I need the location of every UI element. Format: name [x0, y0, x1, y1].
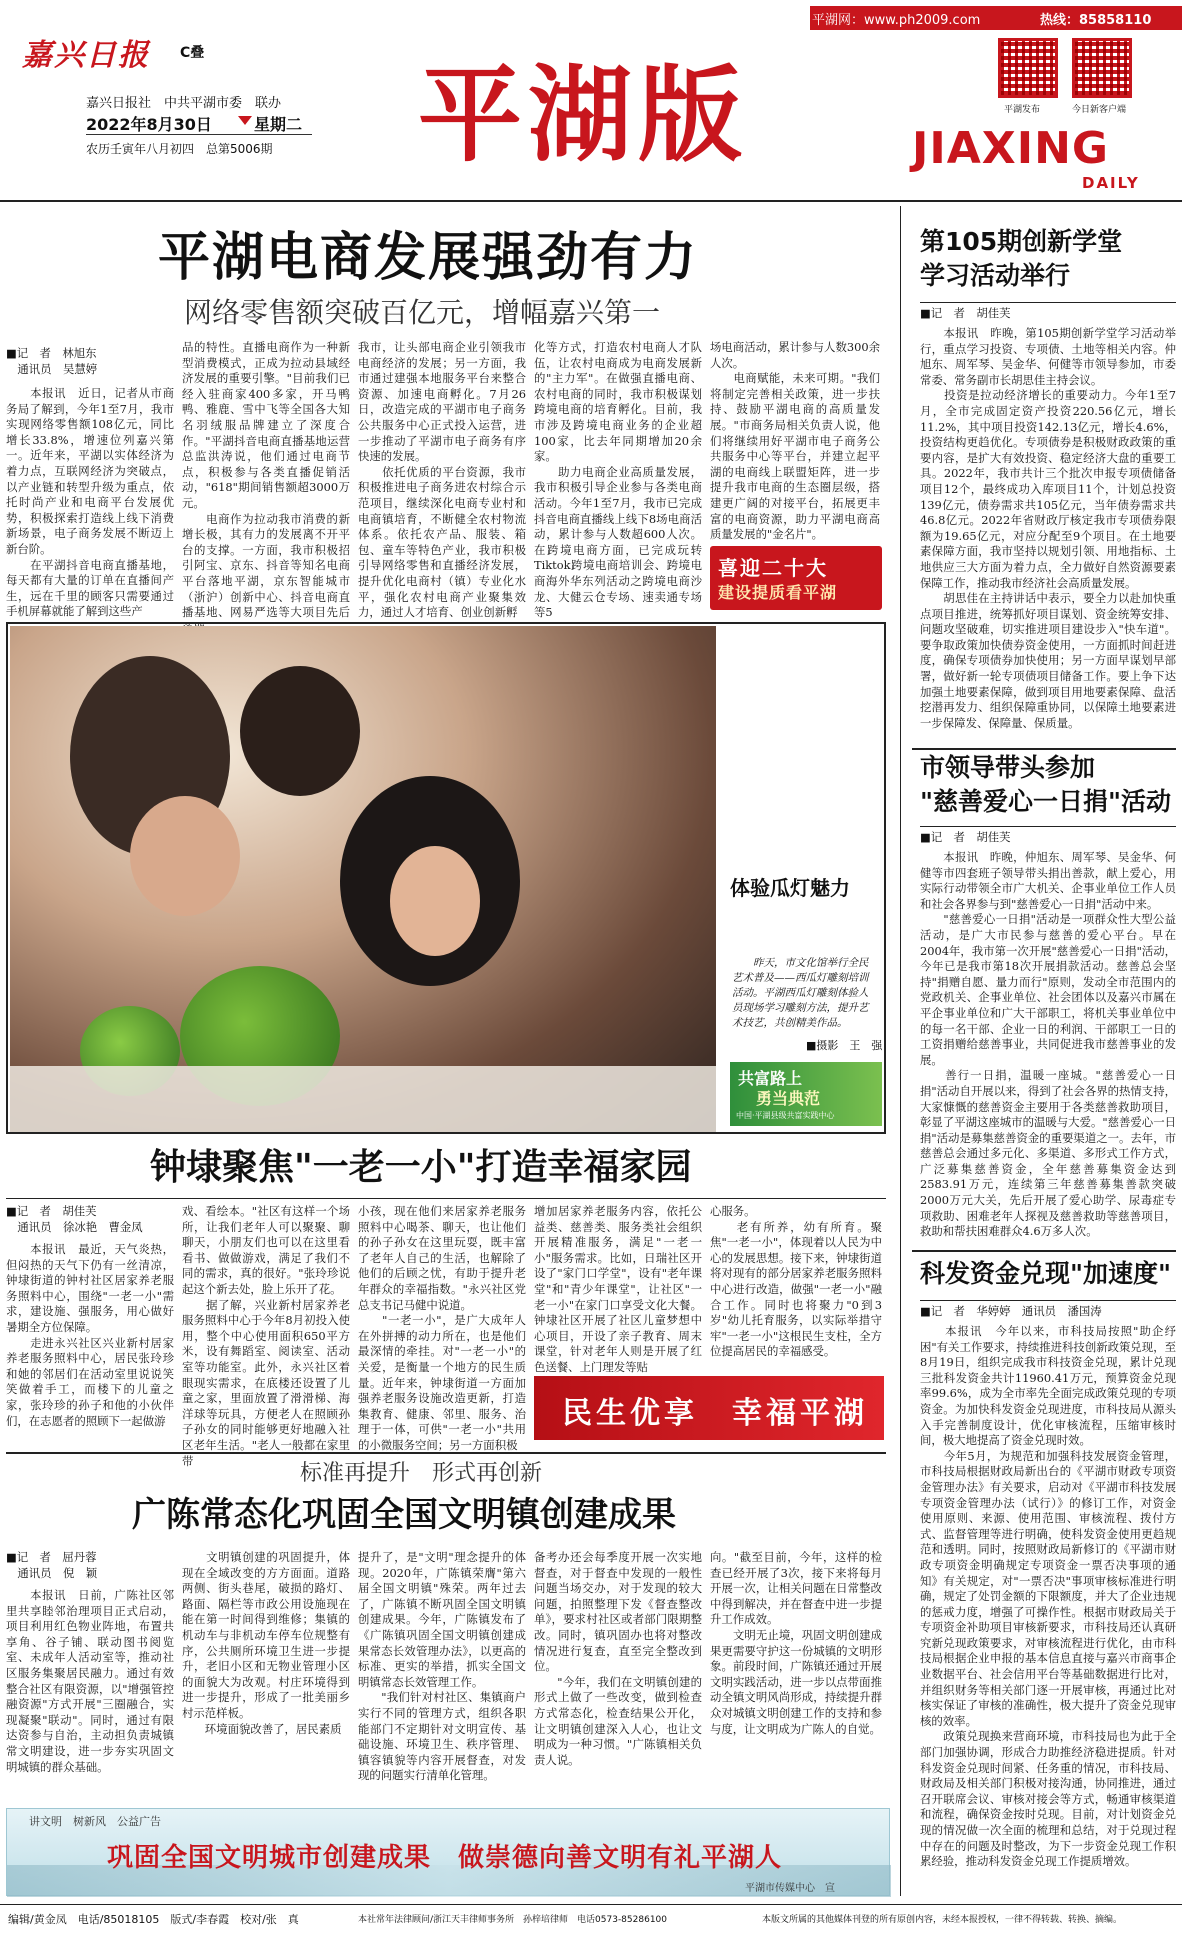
right1-rule — [920, 302, 1176, 303]
lead-headline[interactable]: 平湖电商发展强劲有力 — [158, 228, 699, 288]
qr2-label: 今日新客户端 — [1072, 105, 1127, 115]
photo-figure-back — [240, 666, 360, 796]
right3-rule — [920, 1300, 1176, 1301]
edition-title: 平湖版 — [418, 53, 749, 176]
right2-rule — [920, 826, 1176, 827]
banner-cp-line2: 勇当典范 — [756, 1089, 821, 1108]
story2-byline-reporter: ■记 者 胡佳芙 — [6, 1204, 97, 1218]
issue-date: 2022年8月30日 — [86, 115, 212, 134]
qr-code-client[interactable] — [1072, 38, 1132, 98]
story3-col-5: 向。"截至目前，今年，这样的检查已经开展了3次，接下来将每月开展一次，让相关问题在日常整改中得到解决，并在督查中进一步提升工作成效。 文明无止境，巩固文明创建成果更需要守护这一份城镇的文明形象。前段时间，广陈镇还通过开展文明实践活动，进一步以点带面推动全镇文明风尚形成，持续提升群众对城镇文明创建工作的支持和参与度，让文明成为广陈人的自觉。 — [710, 1550, 882, 1736]
hotline: 热线：85858110 — [1040, 13, 1152, 28]
right2-top-rule — [912, 748, 1176, 750]
photo-credit: ■摄影 王 强 — [806, 1039, 883, 1052]
right3-headline[interactable]: 科发资金兑现"加速度" — [920, 1259, 1172, 1288]
right2-headline-2[interactable]: "慈善爱心一日捐"活动 — [920, 787, 1172, 816]
story2-rule — [6, 1198, 886, 1199]
story3-col-2: 文明镇创建的巩固提升，体现在全域改变的方方面面。道路两侧、街头巷尾，破损的路灯、路面、隔栏等市政公用设施现在能在第一时间得到维修；集镇的机动车与非机动车停车位规整有序，公共厕所环境卫生进一步提升，老旧小区和无物业管理小区的面貌大为改观。村庄环境得到进一步提升，形成了一批美丽乡村示范样板。 环境面貌改善了，居民素质 — [182, 1550, 350, 1736]
footer-lawyer: 本社常年法律顾问/浙江天丰律师事务所 孙梓培律师 电话0573-85286100 — [358, 1915, 667, 1925]
english-sub: DAILY — [1082, 174, 1140, 192]
photo-face-right — [390, 846, 480, 956]
ad-slogan: 巩固全国文明城市创建成果 做崇德向善文明有礼平湖人 — [107, 1843, 783, 1873]
right1-text: 本报讯 昨晚，第105期创新学堂学习活动举行，重点学习投资、专项债、土地等相关内容。仲旭东、周军琴、吴金华、何健等市领导参加，市委常委、常务副市长胡思佳主持会议。 投资是拉动经济增长的重要动力。今年1至7月，全市完成固定资产投资220.56亿元，增长11.2%，其中项目投资142.13亿元，增长4.6%，投资结构更趋优化。专项债券是积极财政政策的重要内容，是扩大有效投资、稳定经济大盘的重要工具。2022年，我市共计三个批次申报专项债储备项目12个，最终成功入库项目11个，计划总投资139亿元，债券需求共105亿元，当年债券需求共46.8亿元。2022年省财政厅核定我市专项债券限额为19.65亿元，对应分配至9个项目。在土地要素保障方面，我市坚持以规划引领、用地指标、土地供应三大方面为着力点，全力做好自然资源要素保障工作，推动我市经济社会高质量发展。 胡思佳在主持讲话中表示，要全力以赴加快重点项目推进，统筹抓好项目谋划、资金统筹安排、问题攻坚破难，切实推进项目建设步入"快车道"。要争取政策加快债券资金使用，一方面抓时间赶进度，确保专项债券加快使用；另一方面早谋划早部署，做好新一轮专项债项目储备工作。要上争下达加强土地要素保障，做到项目用地要素保障、盘活挖潜再发力、组织保障重协同，以保障土地要素进一步保障发、保障量、保质量。 — [920, 326, 1176, 730]
story3-byline — [6, 1550, 176, 1581]
lead-col-4: 化等方式，打造农村电商人才队伍，让农村电商成为电商发展新的"主力军"。在做强直播电商、农村电商的同时，我市积极谋划跨境电商的培育孵化。目前，我市涉及跨境电商业务的企业超100家，比去年同期增加20余家。 助力电商企业高质量发展，我市积极引导企业参与各类电商活动。今年1至7月，我市已完成抖音电商直播线上线下8场电商活动，累计参与人数超600人次。在跨境电商方面，已完成玩转Tiktok跨境电商培训会、跨境电商海外华东列活动之跨境电商沙龙、大健云仓专场、速卖通专场等5 — [534, 340, 702, 620]
banner-livelihood[interactable] — [534, 1376, 884, 1440]
banner-congress[interactable] — [710, 546, 882, 610]
story3-col-3: 提升了，是"文明"理念提升的体现。2020年，广陈镇荣膺"第六届全国文明镇"殊荣。两年过去了，广陈镇不断巩固全国文明镇创建成果。今年，广陈镇发布了《广陈镇巩固全国文明镇创建成果常态长效管理办法》，以更高的标准、更实的举措，抓实全国文明镇常态长效管理工作。 "我们针对村社区、集镇商户实行不同的管理方式，组织各职能部门不定期针对文明宣传、基础设施、环境卫生、秩序管理、镇容镇貌等内容开展督查，对发现的问题实行清单化管理。 — [358, 1550, 526, 1783]
footer-editors: 编辑/黄金凤 电话/85018105 版式/李春霞 校对/张 真 — [8, 1913, 299, 1926]
right3-text: 本报讯 今年以来，市科技局按照"助企纾困"有关工作要求，持续推进科技创新政策兑现，至8月19日，组织完成我市科技资金兑现，累计兑现三批科发资金共计11960.41万元，预算资金兑现率99.6%，成为全市率先全面完成政策兑现的专项资金。为加快科发资金兑现进度，市科技局从源头入手完善制度设计，优化审核流程，压缩审核时间，极大地提高了资金兑现时效。 今年5月，为规范和加强科技发展资金管理，市科技局根据财政局新出台的《平湖市财政专项资金管理办法》有关要求，启动对《平湖市科技发展专项资金管理办法（试行）》的修订工作，对资金使用原则、来源、使用范围、审核流程、拨付方式、监督管理等进行明确，使科发资金使用更趋规范和透明。同时，按照财政局新修订的《平湖市财政专项资金明确规定专项资金一票否决事项的通知》有关规定，对"一票否决"事项审核标准进行明确，规定了处罚金额的下限额度，并大了企业违规的惩戒力度，增强了可操作性。根据市财政局关于专项资金补助项目审核新要求，市科技局还认真研究新兑现政策要求，对审核流程进行优化，由市科技局根据企业申报的基本信息直接与嘉兴市商事企业数据平台、社会信用平台等基础数据进行比对，并组织财务等相关部门逐一开展审核，再通过比对核实保证了审核的准确性，极大提升了资金兑现审核的效率。 政策兑现换来营商环境，市科技局也为此于全部门加强协调，形成合力助推经济稳进提质。针对科发资金兑现时间紧、任务重的情况，市科技局、财政局及相关部门积极对接沟通，协同推进，通过召开联席会议、审核对接会等方式，畅通审核渠道和流程，确保资金按时兑现。目前，对计划资金兑现的情况做一次全面的梳理和总结，对于兑现过程中存在的问题及时整改，为下一步资金兑现工作积累经验，推动科发资金兑现工作提质增效。 — [920, 1324, 1176, 1869]
right2-headline-1[interactable]: 市领导带头参加 — [920, 753, 1096, 782]
story2-col-2: 戏、看绘本。"社区有这样一个场所，让我们老年人可以聚聚、聊聊天，小朋友们也可以在这里看看书、做做游戏，满足了我们不同的需求，真的很好。"张玲珍说起这个新去处，脸上乐开了花。 据了解，兴业新村居家养老服务照料中心于今年8月初投入使用，整个中心使用面积650平方米，设有舞蹈室、阅读室、活动室等功能室。此外，永兴社区着眼现实需求，在底楼还设置了儿童之家，里面放置了滑滑梯、海洋球等玩具，方便老人在照顾孙子孙女的同时能够更好地融入社区老年生活。"老人一般都在家里带 — [182, 1204, 350, 1468]
banner-cp-line1: 共富路上 — [738, 1069, 803, 1088]
ad-source: 平湖市传媒中心 宣 — [745, 1883, 835, 1894]
story3-col-4: 备考办还会每季度开展一次实地督查，对于督查中发现的一般性问题当场交办，对于发现的较大问题，拍照整理下发《督查整改单》，要求村社区或者部门限期整改。同时，镇巩固办也将对整改情况进行复查，直至完全整改到位。 "今年，我们在文明镇创建的形式上做了一些改变，做到检查方式常态化，检查结果公开化，让文明镇创建深入人心，也让文明成为一种习惯。"广陈镇相关负责人说。 — [534, 1550, 702, 1767]
ad-credit: 讲文明 树新风 公益广告 — [29, 1815, 161, 1828]
newspaper-logo: 嘉兴日报 — [22, 38, 150, 73]
weekday: 星期二 — [254, 115, 303, 134]
banner-congress-line2: 建设提质看平湖 — [718, 583, 838, 602]
story3-byline-reporter: ■记 者 屈丹蓉 — [6, 1550, 97, 1564]
footer-rule — [0, 1904, 1182, 1905]
right-column-divider — [900, 206, 901, 1896]
qr-code-pinghu[interactable] — [998, 38, 1058, 98]
story2-byline-correspondent: 通讯员 徐冰艳 曹金凤 — [6, 1219, 143, 1234]
date-marker-icon — [238, 116, 252, 125]
lead-col-1: 本报讯 近日，记者从市商务局了解到，今年1至7月，我市实现网络零售额108亿元，同比增长33.8%，增速位列嘉兴第一。近年来，平湖以实体经济为着力点，互联网经济为突破点，以产业链和转型升级为重点，依托时尚产业和电商平台发展优势，积极探索打造线上线下消费新场景，电子商务发展不断迈上新台阶。 在平湖抖音电商直播基地，每天都有大量的订单在直播间产生，远在千里的顾客只需要通过手机屏幕就能了解到这些产 — [6, 386, 174, 619]
story2-headline[interactable]: 钟埭聚焦"一老一小"打造幸福家园 — [150, 1147, 692, 1188]
english-name: JIAXING — [912, 123, 1110, 174]
banner-congress-line1: 喜迎二十大 — [718, 556, 828, 580]
banner-common-prosperity[interactable] — [730, 1062, 882, 1126]
story2-col-3: 小孩，现在他们来居家养老服务照料中心喝茶、聊天，也让他们的孙子孙女在这里玩耍，既丰富了老年人自己的生活，也解除了他们的后顾之忧，有助于提升老年群众的幸福指数。"永兴社区党总支书记马健中说道。 "一老一小"，是广大成年人在外拼搏的动力所在，也是他们最深情的牵挂。对"一老一小"的关爱，是衡量一个地方的民生质量。近年来，钟埭街道一方面加强养老服务设施改造更新，打造集教育、健康、邻里、服务、治理于一体，可供"一老一小"共用的小微服务空间；另一方面积极 — [358, 1204, 526, 1452]
story3-headline[interactable]: 广陈常态化巩固全国文明镇创建成果 — [132, 1495, 676, 1535]
site-url[interactable]: 平湖网：www.ph2009.com — [812, 13, 981, 28]
right3-top-rule — [912, 1250, 1176, 1252]
story2-col-4: 增加居家养老服务内容，依托公益类、慈善类、服务类社会组织开展精准服务，满足"一老一小"服务需求。比如，日瑞社区开设了"家门口学堂"，设有"老年课堂"和"青少年课堂"，让社区"一老一小"在家门口享受文化大餐。钟埭社区开展了社区儿童梦想中心项目，开设了亲子教育、周末课堂，针对老年人则是开展了红色送餐、上门理发等贴 — [534, 1204, 702, 1374]
publisher-line: 嘉兴日报社 中共平湖市委 联办 — [86, 96, 282, 111]
lead-col-2: 品的特性。直播电商作为一种新型消费模式，正成为拉动县域经济发展的重要引擎。"目前我们已经入驻商家400多家，开马鸭鸭、雅鹿、雪中飞等全国各大知名羽绒服品牌建立了深度合作。"平湖抖音电商直播基地运营总监洪涛说，他们通过电商节点，积极参与各类直播促销活动，"618"期间销售额超3000万元。 电商作为拉动我市消费的新增长极，其有力的发展离不开平台的支撑。一方面，我市积极招引阿宝、京东、抖音等知名电商平台落地平湖，京东智能城市（浙沪）创新中心、抖音电商直播基地、网易严选等大项目先后 — [182, 340, 350, 620]
photo-table — [10, 1066, 716, 1132]
story3-col-1: 本报讯 日前，广陈社区邻里共享睦邻治理项目正式启动，项目利用红色物业阵地，布置共享角、谷子铺、联动图书阅览室、未成年人活动室等，推动社区服务集聚居民融力。通过有效整合社区有限资源，以"增强管控融资源"方式开展"三圈融合，实现凝聚"联动"。同时，通过有限达资参与自治，主动担负责城镇常文明建设，进一步夯实巩固文明城镇的群众基础。 — [6, 1588, 174, 1774]
right1-byline: ■记 者 胡佳芙 — [920, 306, 1011, 320]
story2-byline — [6, 1204, 176, 1235]
lunar-date: 农历壬寅年八月初四 总第5006期 — [86, 142, 273, 156]
story2-col-1: 本报讯 最近，天气炎热，但闷热的天气下仍有一丝清凉，钟埭街道的钟村社区居家养老服务照料中心，围绕"一老一小"需求，建设施、强服务，用心做好暑期全方位保障。 走进永兴社区兴业新村居家养老服务照料中心，居民张玲珍和她的邻居们在活动室里说说笑笑做着手工，而楼下的儿童之家，张玲珍的孙子和他的小伙伴们，在志愿者的照顾下一起做游 — [6, 1242, 174, 1428]
footer-public-ad[interactable] — [6, 1808, 890, 1896]
lead-subheadline: 网络零售额突破百亿元，增幅嘉兴第一 — [184, 296, 661, 329]
lead-byline — [6, 346, 136, 377]
banner-livelihood-text: 民生优享 幸福平湖 — [562, 1396, 868, 1431]
photo-caption: 昨天，市文化馆举行全民艺术普及——西瓜灯雕刻培训活动。平湖西瓜灯雕刻体验人员现场学习雕刻方法，提升艺术技艺，共创精美作品。 — [732, 957, 869, 1029]
watermelon-carving-photo[interactable] — [10, 626, 716, 1132]
photo-face-left — [130, 796, 240, 916]
lead-col-3: 我市，让头部电商企业引领我市电商经济的发展；另一方面，我市通过建强本地服务平台来整合资源、加速电商孵化。7月26日，改造完成的平湖市电子商务公共服务中心正式投入运营，进一步推动了平湖市电子商务有序快速的发展。 依托优质的平台资源，我市积极推进电子商务进农村综合示范项目，继续深化电商专业村和电商镇培育，不断健全农村物流体系。依托农产品、服装、箱包、童车等特色产业，我市积极引导网络零售和直播经济发展，提升优化电商村（镇）专业化水平，强化农村电商产业聚集效力，通过人才培育、创业创新孵 — [358, 340, 526, 620]
masthead-rule — [0, 200, 1182, 202]
date-rule — [86, 134, 312, 135]
photo-headline: 体验瓜灯魅力 — [730, 876, 850, 900]
right2-text: 本报讯 昨晚，仲旭东、周军琴、吴金华、何健等市四套班子领导带头捐出善款，献上爱心，用实际行动带领全市广大机关、企事业单位工作人员和社会各界参与到"慈善爱心一日捐"活动中来。 "慈善爱心一日捐"活动是一项群众性大型公益活动，是广大市民参与慈善的爱心平台。早在2004年，我市第一次开展"慈善爱心一日捐"活动，今年已是我市第18次开展捐款活动。慈善总会坚持"捐赠自愿、量力而行"原则，发动全市范围内的党政机关、企事业单位、社会团体以及嘉兴市属在平企事业单位和广大干部职工，将机关事业单位中的每一名干部、企业一日的利润、干部职工一日的工资捐赠给慈善事业，共同促进我市慈善事业的发展。 善行一日捐，温暖一座城。"慈善爱心一日捐"活动自开展以来，得到了社会各界的热情支持，大家慷慨的慈善资金主要用于各类慈善救助项目，彰显了平湖这座城市的温暖与大爱。"慈善爱心一日捐"活动是募集慈善资金的重要渠道之一。去年，市慈善总会通过多元化、多渠道、多形式工作方式，广泛募集慈善资金，全年慈善募集资金达到2583.91万元，连续第三年慈善募集善款突破2000万元大关，先后开展了爱心助学、尿毒症专项救助、困难老年人探视及慈善救助等慈善项目，救助和帮扶困难群众4.6万多人次。 — [920, 850, 1176, 1239]
story3-byline-correspondent: 通讯员 倪 颖 — [6, 1565, 98, 1580]
footer-copyright: 本版文所属的其他媒体刊登的所有原创内容，未经本报授权，一律不得转载、转换、摘编。 — [762, 1915, 1123, 1925]
right3-byline: ■记 者 华婷婷 通讯员 潘国涛 — [920, 1304, 1102, 1318]
story2-col-5: 心服务。 老有所养，幼有所育。聚焦"一老一小"，体现着以人民为中心的发展思想。接下来，钟埭街道将对现有的部分居家养老服务照料中心进行改造，做强"一老一小"融合工作。同时也将聚力"0到3岁"幼儿托育服务，以实际举措守牢"一老一小"这根民生支柱，全方位提高居民的幸福感受。 — [710, 1204, 882, 1359]
right1-headline-2[interactable]: 学习活动举行 — [920, 261, 1071, 290]
story3-top-rule — [6, 1452, 886, 1454]
right1-headline-1[interactable]: 第105期创新学堂 — [920, 227, 1123, 256]
edition-letter: C叠 — [180, 45, 205, 61]
right2-byline: ■记 者 胡佳芙 — [920, 830, 1011, 844]
lead-byline-reporter: ■记 者 林旭东 — [6, 346, 97, 360]
lead-col-5: 场电商活动，累计参与人数300余人次。 电商赋能，未来可期。"我们将制定完善相关政策，进一步扶持、鼓励平湖电商的高质量发展。"市商务局相关负责人说，他们将继续用好平湖市电子商务公共服务中心等平台，并建立起平湖的电商线上联盟矩阵，进一步提升我市电商的生态圈层级，搭建更广阔的对接平台，拓展更丰富的电商资源，助力平湖电商高质量发展的"金名片"。 — [710, 340, 880, 542]
lead-byline-correspondent: 通讯员 吴慧婷 — [6, 361, 98, 376]
banner-cp-line3: 中国·平湖县级共富实践中心 — [736, 1111, 835, 1120]
story3-kicker: 标准再提升 形式再创新 — [300, 1461, 543, 1486]
qr1-label: 平湖发布 — [1004, 105, 1041, 115]
top-strip — [0, 0, 1182, 40]
